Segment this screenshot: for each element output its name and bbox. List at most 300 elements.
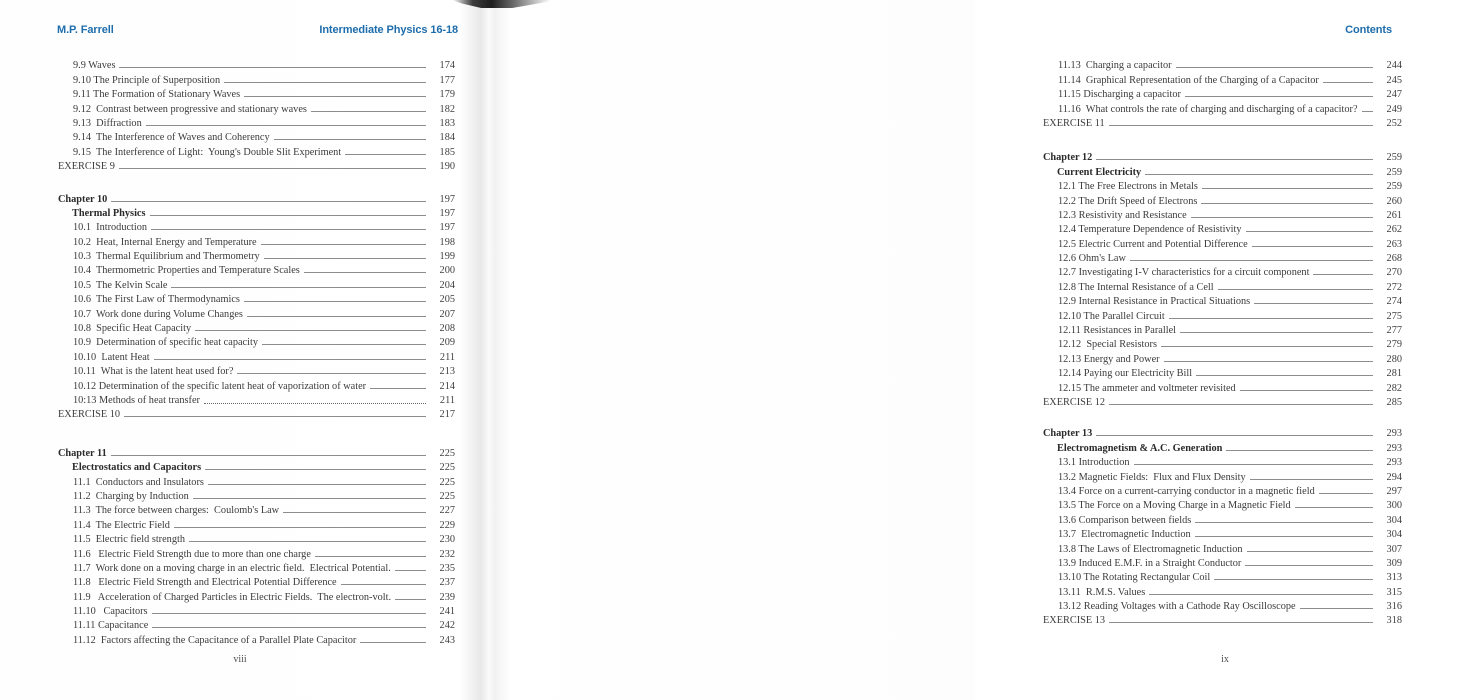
toc-row — [57, 86, 455, 100]
toc-row — [1042, 394, 1402, 408]
toc-page-number: 182 — [439, 103, 455, 115]
toc-leader-line — [1300, 608, 1373, 609]
toc-entry-label: 13.10 The Rotating Rectangular Coil — [1058, 572, 1211, 584]
toc-page-number: 259 — [1386, 152, 1402, 164]
toc-row — [1042, 163, 1402, 177]
toc-leader-line — [1245, 565, 1373, 566]
toc-leader-line — [283, 512, 426, 513]
toc-page-number: 304 — [1386, 529, 1402, 541]
toc-page-number: 297 — [1386, 485, 1402, 497]
toc-row — [57, 219, 455, 233]
toc-row — [1042, 365, 1402, 379]
toc-page-number: 270 — [1386, 267, 1402, 279]
toc-entry-label: 9.15 The Interference of Light: Young's Double Slit Experiment — [73, 146, 342, 158]
toc-page-number: 247 — [1386, 89, 1402, 101]
toc-leader-line — [1164, 361, 1373, 362]
page-right — [490, 0, 1402, 700]
toc-entry-label: 13.8 The Laws of Electromagnetic Induction — [1058, 543, 1243, 555]
toc-entry-label: 12.7 Investigating I-V characteristics for a circuit component — [1058, 267, 1310, 279]
toc-page-number: 268 — [1386, 253, 1402, 265]
toc-row — [57, 305, 455, 319]
toc-entry-label: 10.7 Work done during Volume Changes — [73, 308, 243, 320]
toc-leader-line — [247, 316, 426, 317]
toc-row — [1042, 322, 1402, 336]
toc-leader-line — [1145, 174, 1373, 175]
toc-entry-label: 12.15 The ammeter and voltmeter revisited — [1058, 382, 1236, 394]
toc-row — [1042, 483, 1402, 497]
toc-entry-label: 10.12 Determination of the specific latent heat of vaporization of water — [73, 380, 367, 392]
toc-entry-label: 11.5 Electric field strength — [73, 534, 185, 546]
toc-entry-label: 10.8 Specific Heat Capacity — [73, 323, 192, 335]
toc-page-number: 230 — [439, 534, 455, 546]
toc-leader-line — [195, 330, 426, 331]
toc-page-number: 225 — [439, 462, 455, 474]
toc-entry-label: 11.8 Electric Field Strength and Electrical Potential Difference — [73, 577, 337, 589]
toc-row — [57, 617, 455, 631]
toc-entry-label: 11.7 Work done on a moving charge in an electric field. Electrical Potential. — [73, 562, 391, 574]
toc-row — [57, 603, 455, 617]
toc-row — [57, 502, 455, 516]
toc-page-number: 227 — [439, 505, 455, 517]
toc-entry-label: 9.10 The Principle of Superposition — [73, 74, 221, 86]
toc-leader-line — [1247, 551, 1373, 552]
toc-leader-line — [1202, 188, 1373, 189]
toc-leader-line — [1149, 594, 1373, 595]
toc-leader-line — [119, 67, 426, 68]
toc-leader-line — [111, 201, 426, 202]
toc-page-number: 252 — [1386, 117, 1402, 129]
toc-page-number: 244 — [1386, 60, 1402, 72]
toc-leader-line — [1240, 390, 1373, 391]
toc-leader-line — [146, 125, 426, 126]
toc-leader-line — [274, 139, 426, 140]
toc-section — [57, 444, 455, 645]
toc-entry-label: 12.9 Internal Resistance in Practical Situations — [1058, 296, 1251, 308]
toc-entry-label: 10.4 Thermometric Properties and Temperature Scales — [73, 265, 300, 277]
toc-page-number: 225 — [439, 490, 455, 502]
toc-page-number: 293 — [1386, 442, 1402, 454]
toc-leader-line — [205, 469, 426, 470]
toc-entry-label: 11.11 Capacitance — [73, 620, 149, 632]
toc-page-number: 232 — [439, 548, 455, 560]
toc-row — [1042, 192, 1402, 206]
toc-page-number: 213 — [439, 366, 455, 378]
toc-page-number: 183 — [439, 117, 455, 129]
toc-entry-label: 11.13 Charging a capacitor — [1058, 60, 1172, 72]
toc-page-number: 225 — [439, 476, 455, 488]
toc-row — [57, 129, 455, 143]
toc-row — [57, 143, 455, 157]
toc-page-number: 241 — [439, 606, 455, 618]
toc-column-left — [57, 57, 455, 646]
toc-leader-line — [152, 613, 426, 614]
toc-page-number: 197 — [439, 222, 455, 234]
header-contents: Contents — [1345, 24, 1392, 36]
toc-page-number: 293 — [1386, 457, 1402, 469]
toc-page-number: 304 — [1386, 514, 1402, 526]
toc-row — [57, 71, 455, 85]
toc-entry-label: Electrostatics and Capacitors — [72, 462, 202, 474]
toc-row — [57, 334, 455, 348]
toc-leader-line — [1109, 404, 1373, 405]
toc-leader-line — [1130, 260, 1373, 261]
toc-leader-line — [174, 527, 426, 528]
toc-row — [1042, 569, 1402, 583]
toc-row — [57, 262, 455, 276]
toc-entry-label: 13.9 Induced E.M.F. in a Straight Conductor — [1058, 557, 1242, 569]
toc-row — [1042, 336, 1402, 350]
toc-row — [57, 100, 455, 114]
toc-row — [57, 560, 455, 574]
toc-row — [1042, 555, 1402, 569]
toc-row — [57, 115, 455, 129]
toc-row — [57, 57, 455, 71]
toc-leader-line — [1214, 579, 1373, 580]
toc-leader-line — [1295, 507, 1373, 508]
toc-entry-label: 11.15 Discharging a capacitor — [1058, 89, 1181, 101]
toc-leader-line — [124, 416, 426, 417]
toc-leader-line — [264, 258, 426, 259]
toc-row — [57, 205, 455, 219]
toc-page-number: 237 — [439, 577, 455, 589]
toc-leader-line — [1196, 375, 1373, 376]
toc-entry-label: 12.14 Paying our Electricity Bill — [1058, 368, 1193, 380]
toc-leader-line — [1195, 536, 1373, 537]
toc-leader-line — [1218, 289, 1373, 290]
toc-entry-label: EXERCISE 13 — [1043, 615, 1106, 627]
toc-row — [1042, 379, 1402, 393]
toc-row — [1042, 439, 1402, 453]
toc-leader-line — [244, 96, 426, 97]
toc-leader-line — [360, 642, 426, 643]
toc-page-number: 272 — [1386, 281, 1402, 293]
toc-leader-line — [224, 82, 426, 83]
toc-row — [57, 377, 455, 391]
toc-entry-label: 12.2 The Drift Speed of Electrons — [1058, 195, 1198, 207]
toc-row — [57, 248, 455, 262]
toc-row — [1042, 454, 1402, 468]
toc-entry-label: 10.10 Latent Heat — [73, 351, 150, 363]
toc-page-number: 243 — [439, 634, 455, 646]
toc-section — [1042, 425, 1402, 626]
toc-leader-line — [150, 215, 426, 216]
toc-entry-label: Chapter 10 — [58, 193, 108, 205]
toc-row — [1042, 468, 1402, 482]
toc-page-number: 204 — [439, 279, 455, 291]
toc-entry-label: Thermal Physics — [72, 207, 146, 219]
toc-leader-line — [1226, 450, 1373, 451]
toc-row — [1042, 350, 1402, 364]
toc-entry-label: 10.9 Determination of specific heat capacity — [73, 337, 258, 349]
toc-leader-line — [1252, 246, 1373, 247]
toc-entry-label: 9.12 Contrast between progressive and stationary waves — [73, 103, 307, 115]
toc-entry-label: 9.9 Waves — [73, 60, 116, 72]
toc-page-number: 275 — [1386, 310, 1402, 322]
toc-entry-label: 11.4 The Electric Field — [73, 519, 170, 531]
toc-section — [57, 57, 455, 172]
toc-page-number: 190 — [439, 161, 455, 173]
toc-leader-line — [304, 272, 426, 273]
toc-page-number: 259 — [1386, 181, 1402, 193]
toc-entry-label: 11.2 Charging by Induction — [73, 490, 189, 502]
toc-page-number: 209 — [439, 337, 455, 349]
toc-page-number: 200 — [439, 265, 455, 277]
toc-leader-line — [1323, 82, 1373, 83]
toc-row — [57, 348, 455, 362]
toc-page-number: 294 — [1386, 471, 1402, 483]
toc-leader-line — [1169, 318, 1373, 319]
toc-page-number: 174 — [439, 60, 455, 72]
toc-entry-label: 13.2 Magnetic Fields: Flux and Flux Density — [1058, 471, 1246, 483]
toc-entry-label: 11.16 What controls the rate of charging and discharging of a capacitor? — [1058, 103, 1358, 115]
toc-leader-line — [189, 541, 426, 542]
toc-page-number: 309 — [1386, 557, 1402, 569]
toc-leader-line — [1313, 274, 1373, 275]
toc-leader-line — [1195, 522, 1373, 523]
toc-row — [57, 276, 455, 290]
toc-row — [1042, 57, 1402, 71]
toc-column-right — [1042, 57, 1402, 626]
toc-leader-line — [171, 287, 426, 288]
toc-page-number: 242 — [439, 620, 455, 632]
toc-row — [1042, 425, 1402, 439]
toc-leader-line — [193, 498, 426, 499]
toc-entry-label: 12.6 Ohm's Law — [1058, 253, 1126, 265]
toc-entry-label: Chapter 13 — [1043, 428, 1093, 440]
toc-entry-label: 9.14 The Interference of Waves and Coherency — [73, 132, 270, 144]
toc-page-number: 217 — [439, 409, 455, 421]
toc-row — [1042, 612, 1402, 626]
toc-leader-line — [1109, 125, 1373, 126]
toc-entry-label: Chapter 11 — [58, 447, 107, 459]
toc-page-number: 281 — [1386, 368, 1402, 380]
toc-entry-label: 13.7 Electromagnetic Induction — [1058, 529, 1191, 541]
toc-leader-line — [370, 388, 426, 389]
toc-entry-label: 11.9 Acceleration of Charged Particles in Electric Fields. The electron-volt. — [73, 591, 392, 603]
toc-page-number: 229 — [439, 519, 455, 531]
toc-leader-line — [1185, 96, 1373, 97]
toc-leader-line — [1134, 464, 1374, 465]
toc-entry-label: 9.11 The Formation of Stationary Waves — [73, 89, 241, 101]
toc-page-number: 184 — [439, 132, 455, 144]
toc-row — [1042, 221, 1402, 235]
toc-row — [1042, 307, 1402, 321]
toc-page-number: 300 — [1386, 500, 1402, 512]
toc-row — [57, 488, 455, 502]
toc-leader-line — [345, 154, 426, 155]
toc-entry-label: Electromagnetism & A.C. Generation — [1057, 442, 1223, 454]
toc-entry-label: Current Electricity — [1057, 166, 1142, 178]
toc-row — [57, 406, 455, 420]
toc-leader-line — [151, 229, 426, 230]
toc-leader-line — [1176, 67, 1373, 68]
toc-page-number: 205 — [439, 294, 455, 306]
toc-page-number: 211 — [439, 394, 455, 406]
toc-page-number: 211 — [439, 351, 455, 363]
toc-entry-label: 12.13 Energy and Power — [1058, 353, 1160, 365]
toc-row — [1042, 598, 1402, 612]
toc-page-number: 197 — [439, 193, 455, 205]
toc-page-number: 316 — [1386, 601, 1402, 613]
toc-entry-label: 13.11 R.M.S. Values — [1058, 586, 1146, 598]
toc-leader-line — [341, 584, 426, 585]
toc-page-number: 293 — [1386, 428, 1402, 440]
toc-leader-line — [395, 599, 426, 600]
toc-entry-label: 11.6 Electric Field Strength due to more than one charge — [73, 548, 311, 560]
toc-row — [57, 233, 455, 247]
toc-page-number: 245 — [1386, 74, 1402, 86]
toc-row — [1042, 540, 1402, 554]
toc-entry-label: 10.5 The Kelvin Scale — [73, 279, 168, 291]
toc-entry-label: 12.11 Resistances in Parallel — [1058, 325, 1177, 337]
toc-page-number: 249 — [1386, 103, 1402, 115]
toc-row — [1042, 149, 1402, 163]
toc-page-number: 318 — [1386, 615, 1402, 627]
toc-leader-line — [1362, 111, 1373, 112]
toc-entry-label: 11.1 Conductors and Insulators — [73, 476, 204, 488]
toc-page-number: 260 — [1386, 195, 1402, 207]
toc-page-number: 198 — [439, 236, 455, 248]
toc-entry-label: 10.2 Heat, Internal Energy and Temperature — [73, 236, 257, 248]
toc-page-number: 262 — [1386, 224, 1402, 236]
toc-row — [57, 531, 455, 545]
toc-row — [57, 545, 455, 559]
toc-page-number: 185 — [439, 146, 455, 158]
toc-leader-line — [1161, 346, 1373, 347]
header-book-title: Intermediate Physics 16-18 — [319, 24, 458, 36]
toc-entry-label: 13.6 Comparison between fields — [1058, 514, 1192, 526]
toc-row — [57, 291, 455, 305]
toc-entry-label: 11.3 The force between charges: Coulomb's Law — [73, 505, 280, 517]
toc-row — [57, 444, 455, 458]
toc-row — [1042, 293, 1402, 307]
toc-page-number: 214 — [439, 380, 455, 392]
toc-leader-line — [261, 244, 426, 245]
toc-row — [57, 631, 455, 645]
toc-row — [1042, 235, 1402, 249]
toc-leader-line — [1191, 217, 1373, 218]
toc-section — [57, 190, 455, 420]
toc-page-number: 263 — [1386, 238, 1402, 250]
toc-leader-line — [1109, 622, 1373, 623]
toc-entry-label: 13.4 Force on a current-carrying conductor in a magnetic field — [1058, 485, 1315, 497]
page-left — [0, 0, 480, 700]
toc-row — [57, 392, 455, 406]
toc-page-number: 274 — [1386, 296, 1402, 308]
toc-leader-line — [315, 556, 426, 557]
toc-leader-line — [152, 627, 426, 628]
toc-leader-line — [1254, 303, 1373, 304]
toc-entry-label: EXERCISE 10 — [58, 409, 121, 421]
toc-leader-line — [1319, 493, 1373, 494]
toc-leader-line — [119, 168, 426, 169]
toc-leader-line — [311, 111, 426, 112]
toc-entry-label: 12.10 The Parallel Circuit — [1058, 310, 1165, 322]
toc-leader-line — [237, 373, 426, 374]
toc-leader-line — [1250, 479, 1373, 480]
toc-row — [1042, 526, 1402, 540]
folio-page-number-right: ix — [1221, 654, 1229, 665]
toc-row — [1042, 100, 1402, 114]
toc-section — [1042, 149, 1402, 408]
toc-entry-label: 10:13 Methods of heat transfer — [73, 394, 200, 406]
toc-entry-label: 10.1 Introduction — [73, 222, 148, 234]
toc-page-number: 261 — [1386, 209, 1402, 221]
toc-page-number: 285 — [1386, 396, 1402, 408]
toc-leader-line — [395, 570, 426, 571]
toc-row — [1042, 511, 1402, 525]
toc-leader-line — [204, 403, 426, 404]
toc-leader-line — [262, 344, 426, 345]
toc-page-number: 235 — [439, 562, 455, 574]
toc-row — [1042, 583, 1402, 597]
toc-entry-label: 12.3 Resistivity and Resistance — [1058, 209, 1187, 221]
toc-page-number: 225 — [439, 447, 455, 459]
toc-entry-label: 13.1 Introduction — [1058, 457, 1130, 469]
toc-entry-label: 13.5 The Force on a Moving Charge in a Magnetic Field — [1058, 500, 1291, 512]
toc-entry-label: 9.13 Diffraction — [73, 117, 142, 129]
toc-entry-label: 11.10 Capacitors — [73, 606, 148, 618]
toc-entry-label: 10.3 Thermal Equilibrium and Thermometry — [73, 251, 260, 263]
toc-leader-line — [1180, 332, 1373, 333]
toc-entry-label: 12.1 The Free Electrons in Metals — [1058, 181, 1198, 193]
toc-entry-label: 11.14 Graphical Representation of the Charging of a Capacitor — [1058, 74, 1319, 86]
toc-page-number: 279 — [1386, 339, 1402, 351]
toc-entry-label: 13.12 Reading Voltages with a Cathode Ray Oscilloscope — [1058, 601, 1296, 613]
toc-page-number: 259 — [1386, 166, 1402, 178]
toc-page-number: 313 — [1386, 572, 1402, 584]
toc-leader-line — [1201, 203, 1373, 204]
toc-page-number: 277 — [1386, 325, 1402, 337]
toc-row — [57, 516, 455, 530]
toc-entry-label: 12.4 Temperature Dependence of Resistivity — [1058, 224, 1242, 236]
toc-row — [57, 190, 455, 204]
toc-leader-line — [1096, 435, 1373, 436]
toc-leader-line — [244, 301, 426, 302]
toc-row — [1042, 71, 1402, 85]
toc-page-number: 179 — [439, 89, 455, 101]
toc-entry-label: EXERCISE 12 — [1043, 396, 1106, 408]
toc-row — [57, 459, 455, 473]
toc-leader-line — [208, 484, 426, 485]
toc-entry-label: 12.8 The Internal Resistance of a Cell — [1058, 281, 1214, 293]
toc-leader-line — [1096, 159, 1373, 160]
toc-entry-label: EXERCISE 9 — [58, 161, 115, 173]
toc-page-number: 199 — [439, 251, 455, 263]
toc-row — [57, 473, 455, 487]
toc-page-number: 315 — [1386, 586, 1402, 598]
toc-page-number: 208 — [439, 323, 455, 335]
toc-page-number: 197 — [439, 207, 455, 219]
toc-entry-label: 11.12 Factors affecting the Capacitance of a Parallel Plate Capacitor — [73, 634, 357, 646]
toc-page-number: 280 — [1386, 353, 1402, 365]
toc-row — [1042, 250, 1402, 264]
toc-leader-line — [154, 359, 426, 360]
toc-entry-label: EXERCISE 11 — [1043, 117, 1105, 129]
toc-entry-label: 10.6 The First Law of Thermodynamics — [73, 294, 240, 306]
toc-entry-label: 12.5 Electric Current and Potential Difference — [1058, 238, 1248, 250]
toc-page-number: 307 — [1386, 543, 1402, 555]
toc-row — [57, 320, 455, 334]
toc-page-number: 282 — [1386, 382, 1402, 394]
toc-entry-label: Chapter 12 — [1043, 152, 1093, 164]
toc-row — [57, 158, 455, 172]
toc-section — [1042, 57, 1402, 129]
toc-row — [57, 588, 455, 602]
folio-page-number-left: viii — [233, 654, 247, 665]
toc-row — [1042, 178, 1402, 192]
toc-page-number: 177 — [439, 74, 455, 86]
